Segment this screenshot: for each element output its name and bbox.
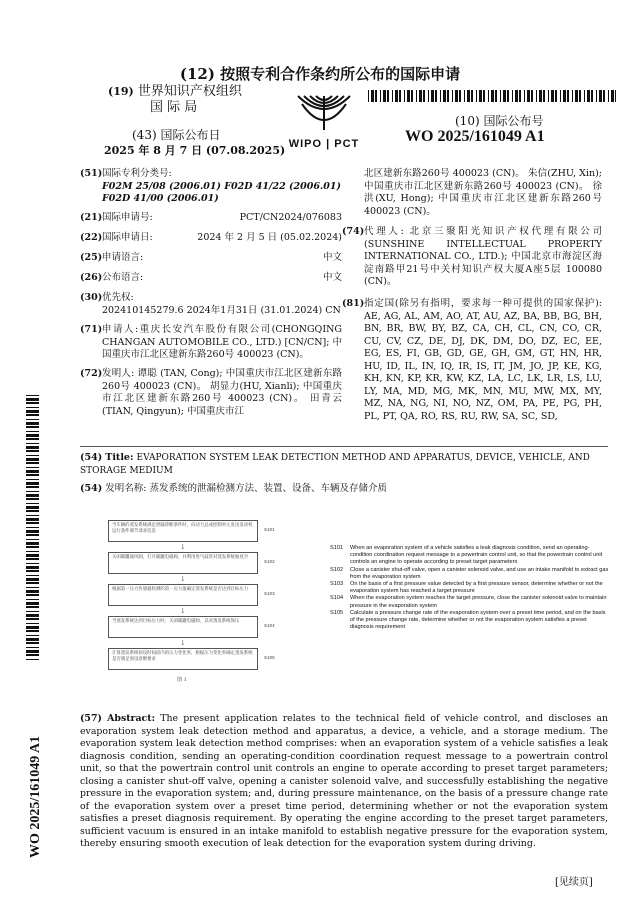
barcode-bar — [467, 90, 470, 102]
figure-step-id: S101 — [330, 545, 344, 551]
pub-date-label: (43) 国际公布日 — [132, 128, 221, 142]
biblio-51: (51) 国际专利分类号: F02M 25/08 (2006.01) F02D 41/22 (2006.01) F02D 41/00 (2006.01) — [80, 168, 341, 204]
barcode-bar — [548, 90, 549, 102]
logo-text: WIPO | PCT — [288, 138, 360, 150]
barcode-bar — [591, 90, 593, 102]
barcode-bar — [26, 410, 39, 413]
figure-step-row — [330, 545, 610, 567]
barcode-bar — [392, 90, 393, 102]
figure-step-text: When the evaporation system reaches the target pressure, close the canister solenoid valve to maintain pressure in the evaporation system — [350, 595, 607, 609]
barcode-bar — [26, 515, 39, 516]
barcode-bar — [419, 90, 422, 102]
barcode-bar — [455, 90, 458, 102]
figure-step-text: Calculate a pressure change rate of the evaporation system over a preset time period, and on the basis of the pressure change rate, determine whether or not the evaporation system satisfies a preset diagnosis requirement — [350, 609, 606, 631]
barcode-bar — [524, 90, 525, 102]
figure-step-row — [330, 595, 610, 609]
barcode-bar — [380, 90, 381, 102]
title-en: (54) Title: EVAPORATION SYSTEM LEAK DETECTION METHOD AND APPARATUS, DEVICE, VEHICLE, AND STORAGE MEDIUM — [80, 452, 590, 476]
barcode-bar — [26, 506, 39, 509]
flowchart-step-box: 当蒸发系统达到目标压力时，关闭碳罐电磁阀，以对蒸发系统保压 — [108, 616, 258, 638]
figure-step-id: S105 — [330, 609, 344, 616]
barcode-bar — [26, 486, 39, 488]
barcode-bar — [459, 90, 461, 102]
barcode-bar — [26, 494, 39, 497]
barcode-bar — [26, 626, 39, 629]
barcode-bar — [26, 414, 39, 416]
barcode-bar — [26, 438, 39, 440]
barcode-bar — [395, 90, 398, 102]
abstract: (57) Abstract: The present application relates to the technical field of vehicle control, and discloses an evaporation system leak detection method and apparatus, a device, a vehicle, and a storage medium. The evaporation system leak detection method comprises: when an evaporation system of a vehicle satisfies a leak diagnosis condition, sending an operating-condition coordination request message to a powertrain control unit, so that the powertrain control unit controls an engine to operate according to preset target parameters; closing a canister shut-off valve, opening a canister solenoid valve, and successfully establishing the negative pressure in the evaporation system; and, during pressure maintenance, on the basis of a pressure change rate of the evaporation system over a preset time period, determining whether or not the evaporation system satisfies a preset diagnosis requirement. By operating the engine according to the preset target parameters, sufficient vacuum is ensured in an intake manifold to establish negative pressure for the evaporation system, thereby ensuring smooth execution of leak detection for the evaporation system during driving. — [80, 713, 609, 849]
organization — [108, 84, 242, 116]
flowchart-step-id: S105 — [264, 655, 275, 660]
barcode-bar — [26, 614, 39, 617]
figure-step-legend — [330, 545, 610, 631]
barcode-bar — [404, 90, 405, 102]
barcode-bar — [572, 90, 573, 102]
side-pub-no: WO 2025/161049 A1 — [28, 735, 43, 858]
barcode-bar — [26, 659, 39, 660]
barcode-bar — [26, 654, 39, 656]
title-zh: (54) 发明名称: 蒸发系统的泄漏检测方法、装置、设备、车辆及存储介质 — [80, 483, 387, 494]
flowchart-step-id: S102 — [264, 559, 275, 564]
barcode-bar — [26, 642, 39, 644]
barcode-bar — [26, 599, 39, 600]
flowchart-step-box: 关闭碳罐通风阀，打开碳罐电磁阀，并利用进气歧管对蒸发系统抽真空 — [108, 552, 258, 574]
barcode-bar — [515, 90, 518, 102]
barcode-bar — [26, 458, 39, 461]
barcode-bar — [440, 90, 441, 102]
barcode-bar — [26, 503, 39, 504]
barcode-bar — [375, 90, 377, 102]
barcode-bar — [488, 90, 489, 102]
barcode-bar — [567, 90, 569, 102]
barcode-bar — [371, 90, 374, 102]
org-code: (19) — [108, 85, 134, 98]
barcode-bar — [476, 90, 477, 102]
barcode-bar — [26, 638, 39, 641]
barcode-bar — [26, 578, 39, 581]
figure-step-id: S102 — [330, 566, 344, 573]
barcode-bar — [543, 90, 545, 102]
barcode-bar — [536, 90, 537, 102]
barcode-bar — [579, 90, 581, 102]
barcode-bar — [608, 90, 609, 102]
figure-step-id: S104 — [330, 595, 344, 602]
barcode-bar — [26, 402, 39, 404]
barcode-bar — [423, 90, 425, 102]
barcode-bar — [428, 90, 429, 102]
barcode-bar — [26, 467, 39, 468]
barcode-bar — [26, 462, 39, 464]
flowchart-step-id: S103 — [264, 591, 275, 596]
barcode-bar — [26, 587, 39, 588]
barcode-bar — [26, 422, 39, 425]
flowchart-step-box: 根据第一压力传感器检测的第一压力值确定蒸发系统是否达到目标压力 — [108, 584, 258, 606]
barcode-bar — [26, 602, 39, 605]
document-title: (12) 按照专利合作条约所公布的国际申请 — [179, 65, 461, 83]
barcode-bar — [603, 90, 605, 102]
barcode-bar — [26, 534, 39, 536]
barcode-bar — [26, 455, 39, 456]
barcode-bar — [26, 491, 39, 492]
figure-step-text: Close a canister shut-off valve, open a canister solenoid valve, and use an intake manifold to extract gas from the evaporation system — [350, 566, 609, 580]
flowchart-arrow: ↓ — [180, 543, 186, 551]
barcode-bar — [507, 90, 509, 102]
org-sub: 国 际 局 — [150, 100, 198, 115]
barcode-bar — [503, 90, 506, 102]
barcode-bar — [368, 90, 369, 102]
barcode-bar — [387, 90, 389, 102]
barcode-bar — [26, 443, 39, 444]
barcode-bar — [551, 90, 554, 102]
barcode-bar — [464, 90, 465, 102]
barcode-bar — [26, 630, 39, 632]
barcode-bar — [435, 90, 437, 102]
barcode-bar — [26, 650, 39, 653]
barcode-bar — [26, 450, 39, 452]
barcode-bar — [26, 522, 39, 524]
barcode-bar — [26, 395, 39, 396]
barcode-bar — [26, 527, 39, 528]
barcode-top — [368, 90, 616, 102]
flowchart-step-box: 计算蒸发系统预设时间段内的压力变化率，根据压力变化率确定蒸发系统是否满足预设诊断要求 — [108, 648, 258, 670]
figure-step-id: S103 — [330, 581, 344, 588]
barcode-bar — [596, 90, 597, 102]
pub-date: 2025 年 8 月 7 日 (07.08.2025) — [104, 144, 286, 157]
barcode-bar — [531, 90, 533, 102]
flowchart-figure — [108, 520, 283, 690]
barcode-bar — [611, 90, 614, 102]
barcode-bar — [599, 90, 602, 102]
barcode-bar — [26, 554, 39, 557]
barcode-side — [26, 395, 39, 660]
barcode-bar — [539, 90, 542, 102]
figure-step-text: On the basis of a first pressure value detected by a first pressure sensor, determine whether or not the evaporation system has reached a target pressure — [350, 581, 603, 595]
barcode-bar — [471, 90, 473, 102]
barcode-bar — [26, 446, 39, 449]
barcode-bar — [26, 570, 39, 572]
flowchart-arrow: ↓ — [180, 575, 186, 583]
figure-step-row — [330, 610, 610, 632]
barcode-bar — [26, 426, 39, 428]
barcode-bar — [555, 90, 557, 102]
barcode-bar — [563, 90, 566, 102]
barcode-bar — [26, 575, 39, 576]
barcode-bar — [26, 518, 39, 521]
barcode-bar — [527, 90, 530, 102]
barcode-bar — [495, 90, 497, 102]
continued-note: [见续页] — [555, 877, 593, 888]
wipo-logo — [284, 92, 364, 154]
barcode-bar — [26, 530, 39, 533]
barcode-bar — [26, 407, 39, 408]
barcode-bar — [26, 647, 39, 648]
barcode-bar — [584, 90, 585, 102]
barcode-bar — [26, 474, 39, 476]
barcode-bar — [479, 90, 482, 102]
barcode-bar — [560, 90, 561, 102]
separator-line — [80, 446, 608, 447]
barcode-bar — [483, 90, 485, 102]
barcode-bar — [26, 482, 39, 485]
barcode-bar — [26, 623, 39, 624]
barcode-bar — [26, 479, 39, 480]
barcode-bar — [519, 90, 521, 102]
barcode-bar — [26, 566, 39, 569]
barcode-bar — [407, 90, 410, 102]
figure-step-row — [330, 567, 610, 581]
barcode-bar — [26, 431, 39, 432]
barcode-bar — [26, 510, 39, 512]
barcode-bar — [500, 90, 501, 102]
barcode-bar — [26, 551, 39, 552]
barcode-bar — [26, 611, 39, 612]
barcode-bar — [452, 90, 453, 102]
pub-no-label: (10) 国际公布号 — [455, 114, 544, 128]
barcode-bar — [26, 563, 39, 564]
barcode-bar — [447, 90, 449, 102]
barcode-bar — [26, 618, 39, 620]
barcode-bar — [399, 90, 401, 102]
flowchart-step-id: S104 — [264, 623, 275, 628]
flowchart-step-id: S101 — [264, 527, 275, 532]
barcode-bar — [26, 539, 39, 540]
barcode-bar — [26, 542, 39, 545]
org-name: 世界知识产权组织 — [137, 84, 242, 99]
barcode-bar — [575, 90, 578, 102]
barcode-bar — [26, 558, 39, 560]
barcode-bar — [491, 90, 494, 102]
figure-caption: 图 1 — [177, 677, 187, 683]
figure-step-text: When an evaporation system of a vehicle satisfies a leak diagnosis condition, send an operating-condition coordination request message to a powertrain control unit, so that the powertrain control unit controls an engine to operate according to preset target parameters — [350, 545, 603, 566]
barcode-bar — [587, 90, 590, 102]
barcode-bar — [383, 90, 386, 102]
barcode-bar — [431, 90, 434, 102]
barcode-bar — [26, 606, 39, 608]
barcode-bar — [26, 582, 39, 584]
flowchart-arrow: ↓ — [180, 639, 186, 647]
barcode-bar — [26, 419, 39, 420]
pub-no: WO 2025/161049 A1 — [405, 128, 545, 145]
barcode-bar — [26, 546, 39, 548]
barcode-bar — [615, 90, 616, 102]
flowchart-arrow: ↓ — [180, 607, 186, 615]
figure-step-row — [330, 581, 610, 595]
barcode-bar — [411, 90, 413, 102]
barcode-bar — [26, 594, 39, 596]
barcode-bar — [26, 398, 39, 401]
barcode-bar — [416, 90, 417, 102]
barcode-bar — [26, 470, 39, 473]
barcode-bar — [512, 90, 513, 102]
barcode-bar — [26, 590, 39, 593]
barcode-bar — [26, 434, 39, 437]
flowchart-step-box: 当车辆的蒸发系统满足泄漏诊断条件时，向动力总成控制单元发送发动机运行条件调节请求信息 — [108, 520, 258, 542]
barcode-bar — [443, 90, 446, 102]
barcode-bar — [26, 498, 39, 500]
barcode-bar — [26, 635, 39, 636]
